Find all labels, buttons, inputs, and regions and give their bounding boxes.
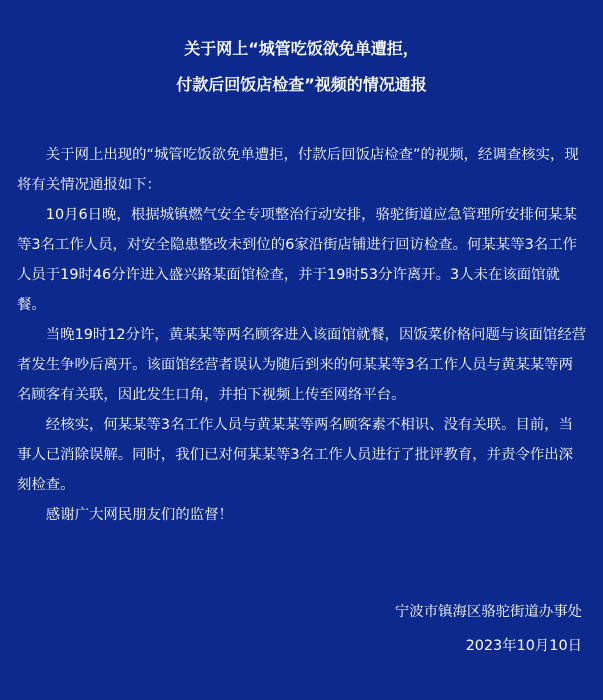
notice-body [17, 140, 587, 530]
paragraph-intro: 关于网上出现的“城管吃饭欲免单遭拒，付款后回饭店检查”的视频，经调查核实，现将有关情况通报如下： [17, 147, 579, 193]
signature-organization: 宁波市镇海区骆驼街道办事处 [394, 604, 582, 620]
notice-title-line-1: 关于网上“城管吃饭欲免单遭拒， [184, 39, 419, 58]
paragraph-inspection: 10月6日晚，根据城镇燃气安全专项整治行动安排，骆驼街道应急管理所安排何某某等3名工作人员，对安全隐患整改未到位的6家沿街店铺进行回访检查。何某某等3名工作人员于19时46分许进入盛兴路某面馆检查，并于19时53分许离开。3人未在该面馆就餐。 [17, 207, 577, 313]
paragraph-conclusion: 经核实，何某某等3名工作人员与黄某某等两名顾客素不相识、没有关联。目前，当事人已消除误解。同时，我们已对何某某等3名工作人员进行了批评教育，并责令作出深刻检查。 [17, 417, 574, 493]
signature-date: 2023年10月10日 [465, 638, 582, 654]
paragraph-dispute: 当晚19时12分许，黄某某等两名顾客进入该面馆就餐，因饭菜价格问题与该面馆经营者发生争吵后离开。该面馆经营者误认为随后到来的何某某等3名工作人员与黄某某等两名顾客有关联，因此发生口角，并拍下视频上传至网络平台。 [17, 327, 587, 403]
paragraph-thanks: 感谢广大网民朋友们的监督！ [45, 507, 233, 523]
notice-title-line-2: 付款后回饭店检查”视频的情况通报 [176, 75, 427, 94]
